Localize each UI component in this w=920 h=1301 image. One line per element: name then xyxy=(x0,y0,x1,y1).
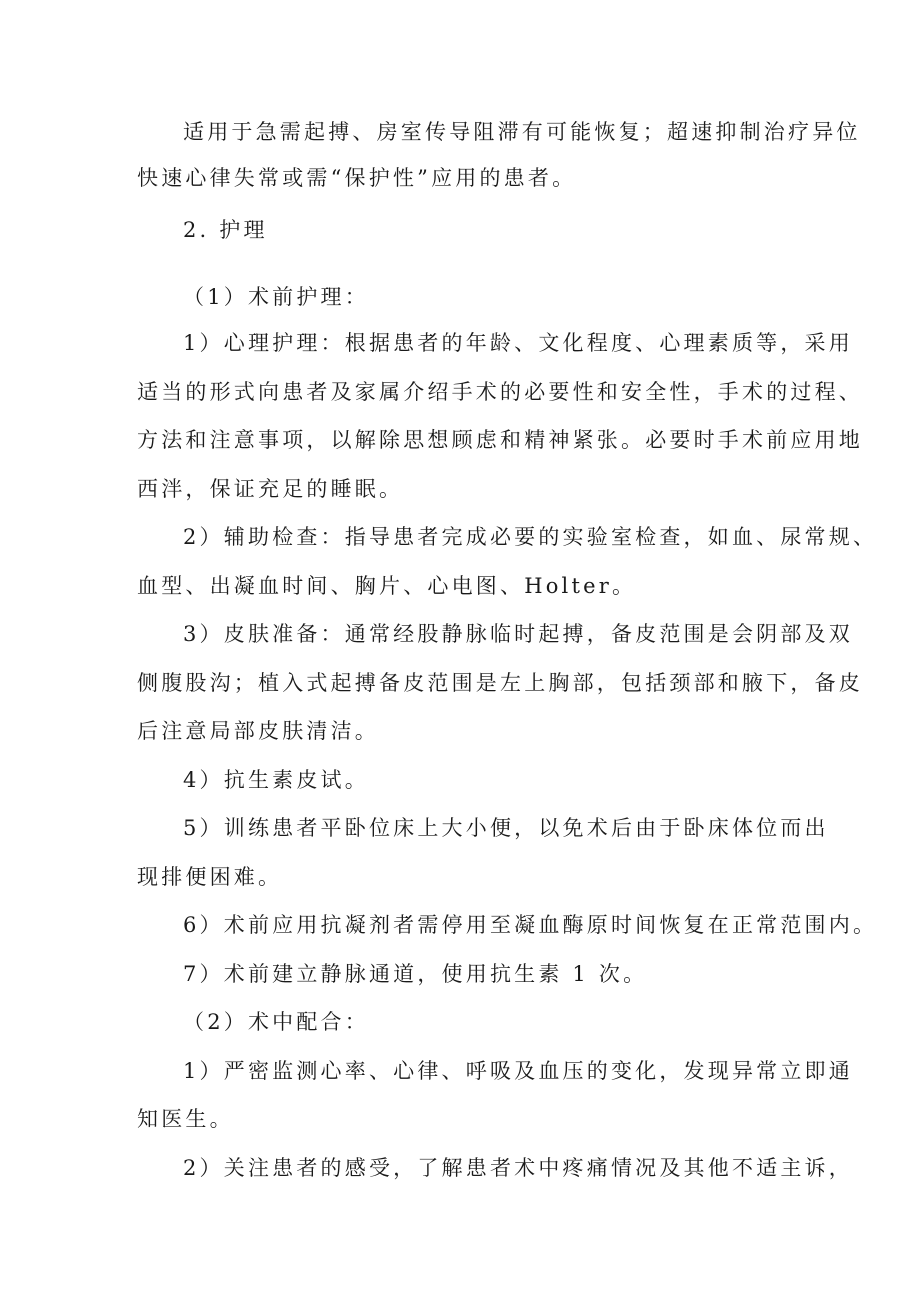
paragraph-line: 2）辅助检查：指导患者完成必要的实验室检查，如血、尿常规、 xyxy=(183,525,878,549)
paragraph-line: 后注意局部皮肤清洁。 xyxy=(137,719,379,743)
paragraph-line: 适当的形式向患者及家属介绍手术的必要性和安全性，手术的过程、 xyxy=(137,380,863,404)
paragraph-line: 4）抗生素皮试。 xyxy=(183,768,369,792)
paragraph-line: 适用于急需起搏、房室传导阻滞有可能恢复；超速抑制治疗异位 xyxy=(183,120,861,144)
paragraph-line: 6）术前应用抗凝剂者需停用至凝血酶原时间恢复在正常范围内。 xyxy=(183,913,878,937)
paragraph-line: 1）心理护理：根据患者的年龄、文化程度、心理素质等，采用 xyxy=(183,331,853,355)
paragraph-line: 现排便困难。 xyxy=(137,865,283,889)
paragraph-line: 1）严密监测心率、心律、呼吸及血压的变化，发现异常立即通 xyxy=(183,1059,853,1083)
paragraph-line: 方法和注意事项，以解除思想顾虑和精神紧张。必要时手术前应用地 xyxy=(137,428,863,452)
paragraph-line: 7）术前建立静脉通道，使用抗生素 1 次。 xyxy=(183,962,648,986)
paragraph-line: 侧腹股沟；植入式起搏备皮范围是左上胸部，包括颈部和腋下，备皮 xyxy=(137,671,863,695)
paragraph-line: 西泮，保证充足的睡眠。 xyxy=(137,477,404,501)
section-heading: 2. 护理 xyxy=(183,218,268,242)
paragraph-line: 快速心律失常或需“保护性”应用的患者。 xyxy=(137,166,577,190)
paragraph-line: 血型、出凝血时间、胸片、心电图、Holter。 xyxy=(137,574,637,598)
paragraph-line: 3）皮肤准备：通常经股静脉临时起搏，备皮范围是会阴部及双 xyxy=(183,622,853,646)
subsection-heading: （1）术前护理： xyxy=(183,285,369,309)
subsection-heading: （2）术中配合： xyxy=(183,1010,369,1034)
paragraph-line: 2）关注患者的感受，了解患者术中疼痛情况及其他不适主诉， xyxy=(183,1156,853,1180)
paragraph-line: 5）训练患者平卧位床上大小便，以免术后由于卧床体位而出 xyxy=(183,816,829,840)
paragraph-line: 知医生。 xyxy=(137,1107,234,1131)
